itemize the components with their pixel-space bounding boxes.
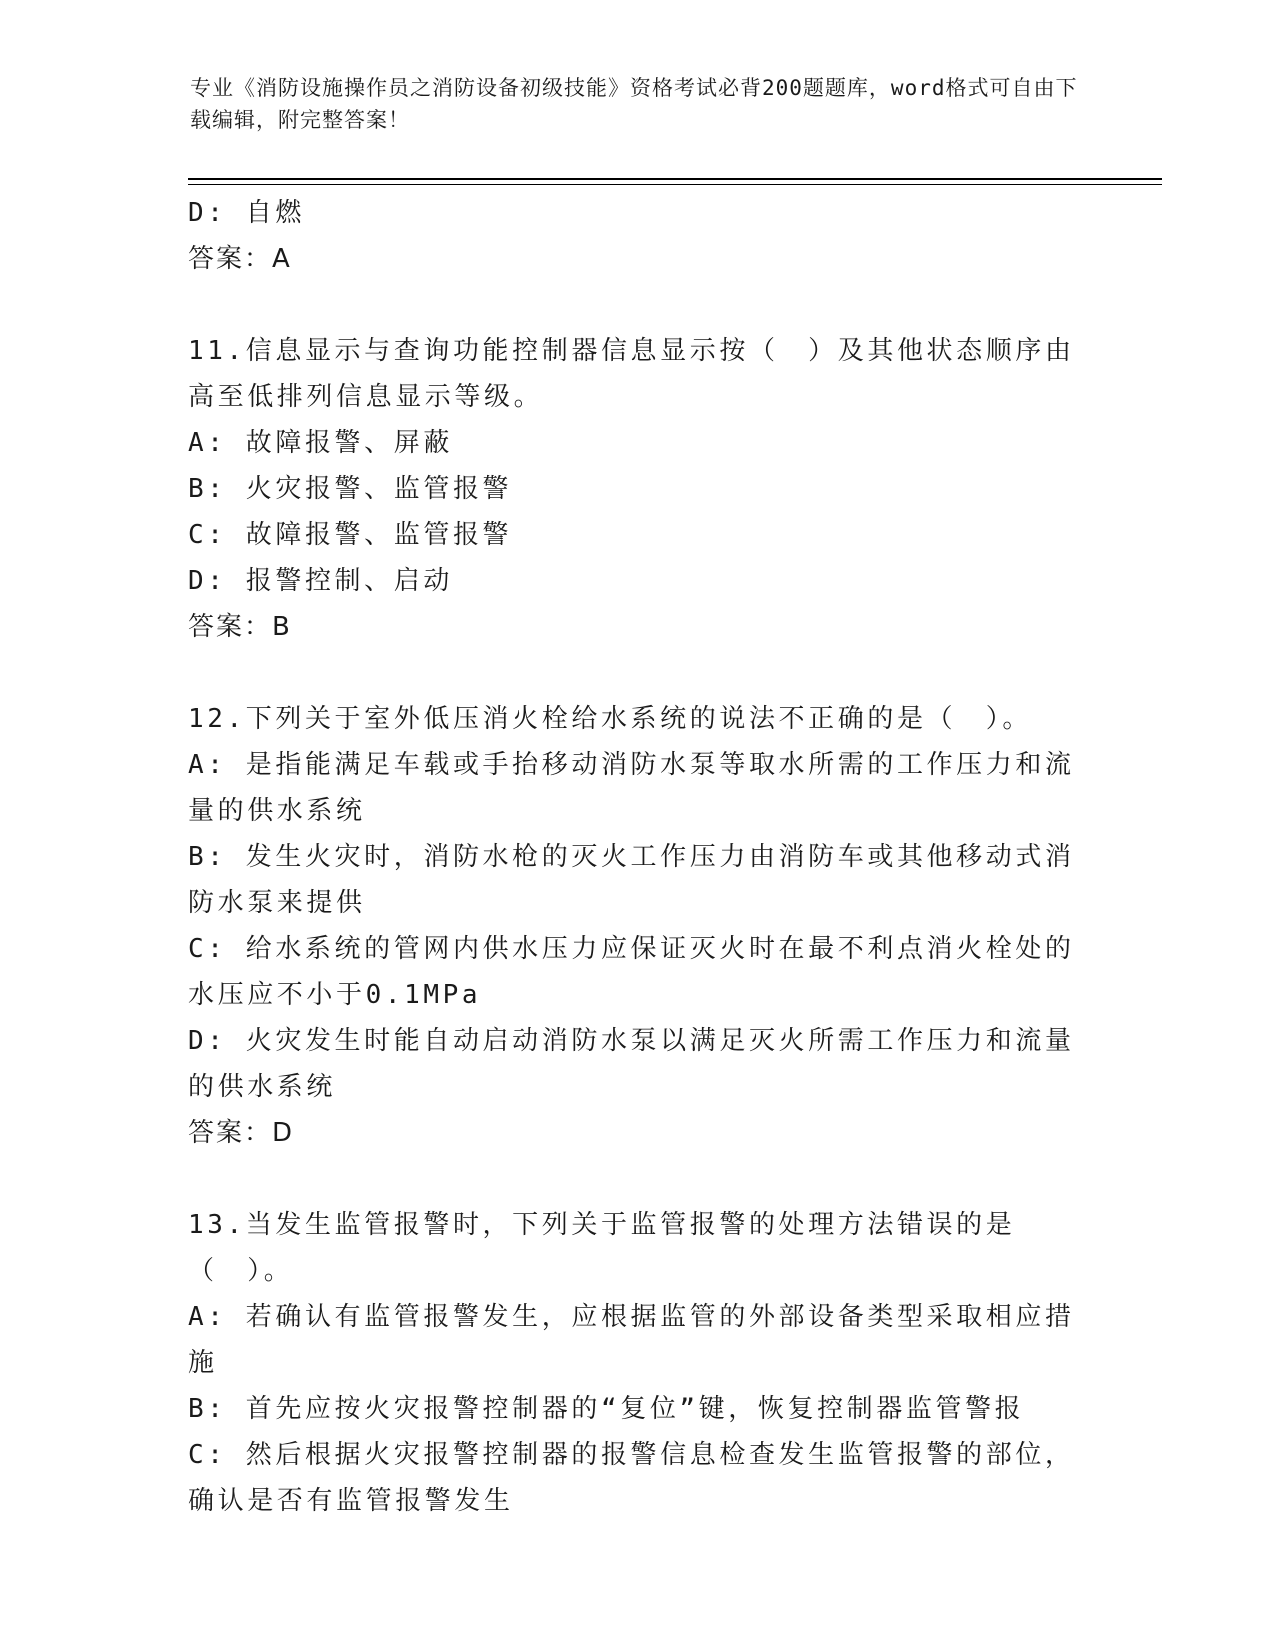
- q12-option-b: B: 发生火灾时，消防水枪的灭火工作压力由消防车或其他移动式消防水泵来提供: [188, 842, 1075, 918]
- q12-option-d: D: 火灾发生时能自动启动消防水泵以满足灭火所需工作压力和流量的供水系统: [188, 1026, 1075, 1102]
- q12-option-c: C: 给水系统的管网内供水压力应保证灭火时在最不利点消火栓处的水压应不小于0.1MPa: [188, 934, 1075, 1010]
- q13-option-a: A: 若确认有监管报警发生，应根据监管的外部设备类型采取相应措施: [188, 1302, 1075, 1378]
- q11-answer: 答案：B: [188, 612, 292, 642]
- q13-stem: 13.当发生监管报警时，下列关于监管报警的处理方法错误的是（ ）。: [188, 1210, 1016, 1286]
- spacer: [188, 650, 1088, 696]
- q11-stem: 11.信息显示与查询功能控制器信息显示按（ ）及其他状态顺序由高至低排列信息显示等级。: [188, 336, 1075, 412]
- q13-option-b: B: 首先应按火灾报警控制器的“复位”键，恢复控制器监管警报: [188, 1394, 1025, 1424]
- question-content: [188, 190, 1088, 1524]
- q11-option-c: C: 故障报警、监管报警: [188, 520, 513, 550]
- header-rule-thin: [188, 184, 1162, 185]
- q12-answer: 答案：D: [188, 1118, 295, 1148]
- header-rule-thick: [188, 178, 1162, 180]
- prev-option-d: D: 自燃: [188, 198, 305, 228]
- spacer: [188, 282, 1088, 328]
- q11-option-a: A: 故障报警、屏蔽: [188, 428, 453, 458]
- q12-option-a: A: 是指能满足车载或手抬移动消防水泵等取水所需的工作压力和流量的供水系统: [188, 750, 1075, 826]
- q11-option-d: D: 报警控制、启动: [188, 566, 453, 596]
- q11-option-b: B: 火灾报警、监管报警: [188, 474, 513, 504]
- spacer: [188, 1156, 1088, 1202]
- document-header: 专业《消防设施操作员之消防设备初级技能》资格考试必背200题题库，word格式可自由下载编辑，附完整答案！: [190, 76, 1078, 132]
- q13-option-c: C: 然后根据火灾报警控制器的报警信息检查发生监管报警的部位，确认是否有监管报警发生: [188, 1440, 1075, 1516]
- prev-answer: 答案：A: [188, 244, 292, 274]
- q12-stem: 12.下列关于室外低压消火栓给水系统的说法不正确的是（ ）。: [188, 704, 1032, 734]
